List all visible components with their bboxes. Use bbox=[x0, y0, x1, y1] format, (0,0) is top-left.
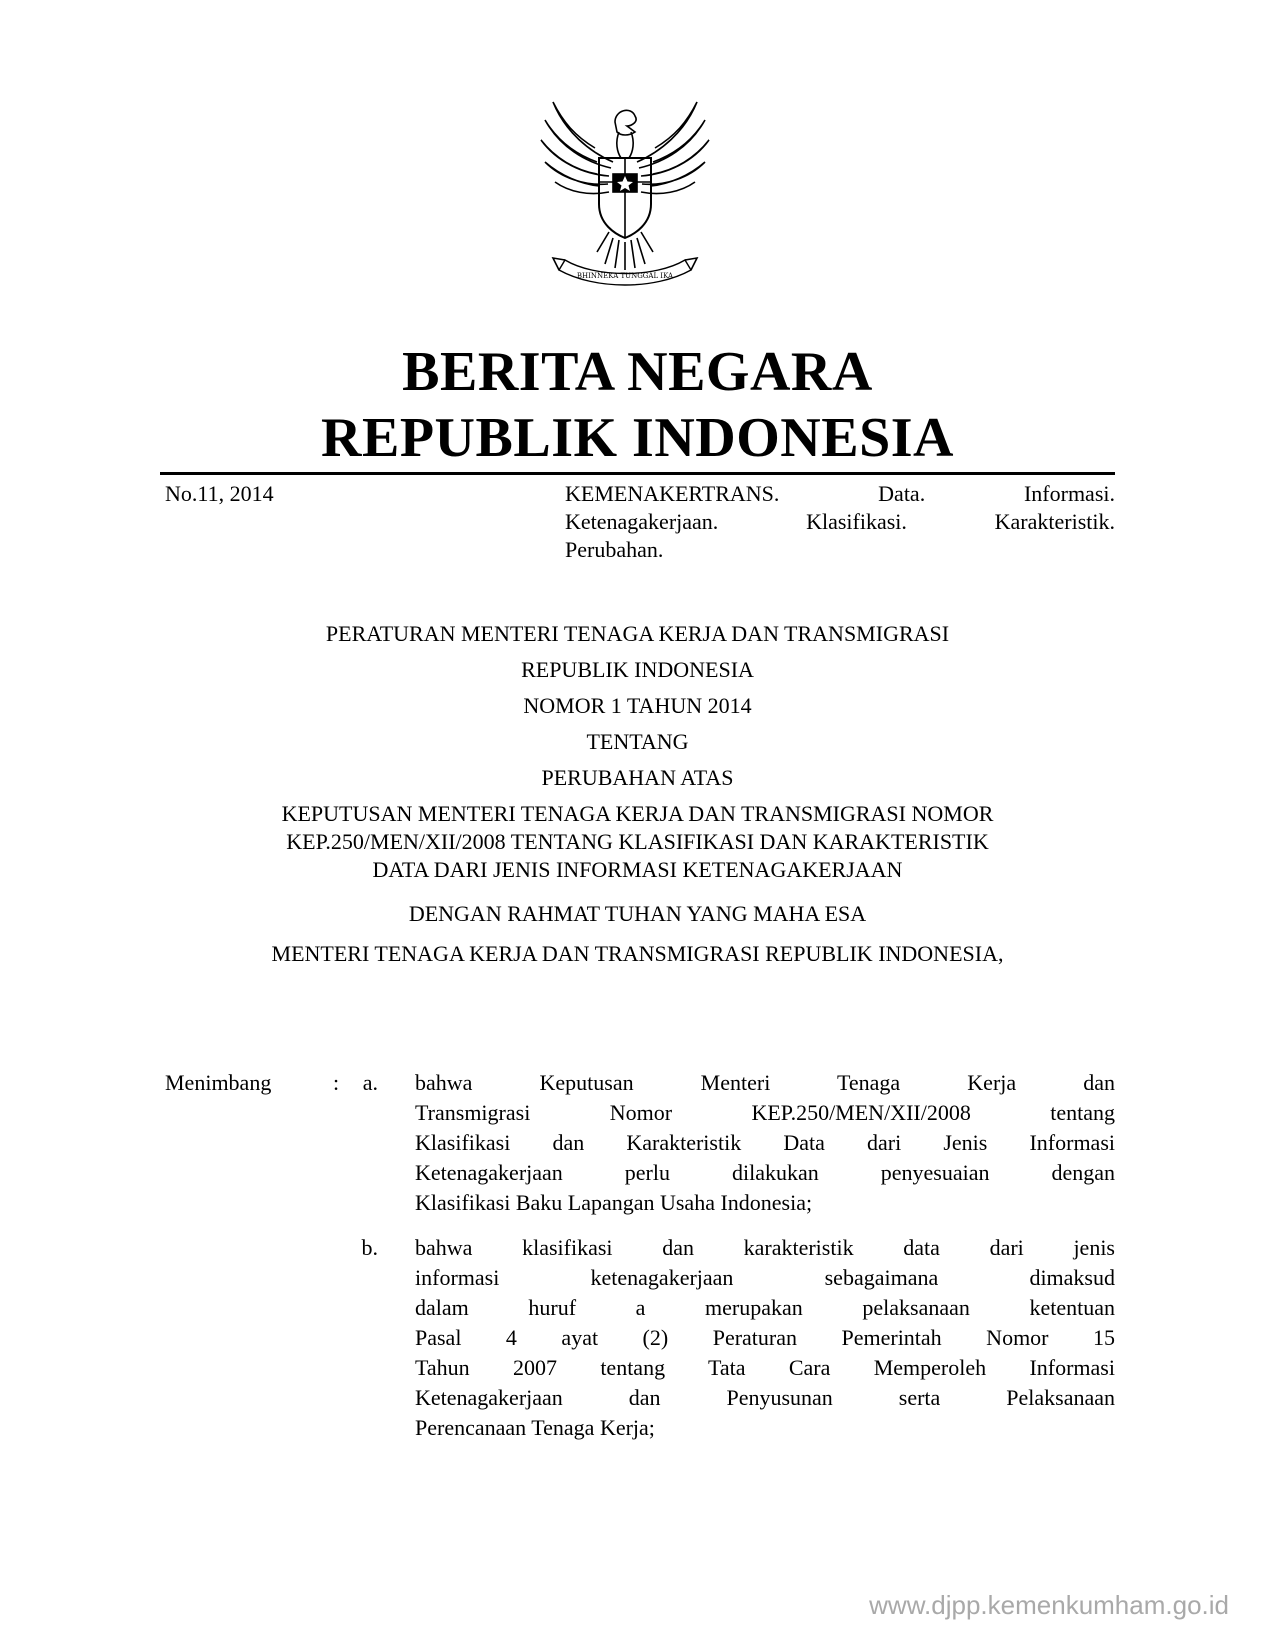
gazette-number: No.11, 2014 bbox=[165, 481, 274, 506]
gazette-subject-line: Perubahan. bbox=[565, 537, 664, 562]
consideration-line: bahwa Keputusan Menteri Tenaga Kerja dan bbox=[415, 1070, 1115, 1095]
garuda-emblem-icon bbox=[535, 92, 715, 290]
consideration-line: informasi ketenagakerjaan sebagaimana dimaksud bbox=[415, 1265, 1115, 1290]
consideration-line: bahwa klasifikasi dan karakteristik data dari jenis bbox=[415, 1235, 1115, 1260]
consideration-letter: b. bbox=[361, 1235, 378, 1260]
masthead-title-line2: REPUBLIK INDONESIA bbox=[321, 407, 954, 469]
gazette-subject bbox=[565, 480, 1115, 564]
consideration-line: Klasifikasi dan Karakteristik Data dari Jenis Informasi bbox=[415, 1130, 1115, 1155]
considerations-label: Menimbang bbox=[165, 1070, 272, 1095]
consideration-line: Tahun 2007 tentang Tata Cara Memperoleh Informasi bbox=[415, 1355, 1115, 1380]
blessing-line: DENGAN RAHMAT TUHAN YANG MAHA ESA bbox=[408, 901, 867, 926]
regulation-title-line: PERUBAHAN ATAS bbox=[541, 765, 734, 790]
consideration-line: Pasal 4 ayat (2) Peraturan Pemerintah Nomor 15 bbox=[415, 1325, 1115, 1350]
masthead-rule bbox=[160, 472, 1115, 475]
regulation-title-line: REPUBLIK INDONESIA bbox=[521, 657, 754, 682]
consideration-line: dalam huruf a merupakan pelaksanaan ketentuan bbox=[415, 1295, 1115, 1320]
consideration-line: Ketenagakerjaan perlu dilakukan penyesuaian dengan bbox=[415, 1160, 1115, 1185]
considerations-colon: : bbox=[333, 1070, 340, 1095]
regulation-subject-line: KEPUTUSAN MENTERI TENAGA KERJA DAN TRANSMIGRASI NOMOR bbox=[281, 801, 994, 826]
consideration-line: Klasifikasi Baku Lapangan Usaha Indonesia; bbox=[415, 1190, 813, 1215]
regulation-title-line: TENTANG bbox=[586, 729, 689, 754]
consideration-line: Transmigrasi Nomor KEP.250/MEN/XII/2008 tentang bbox=[415, 1100, 1115, 1125]
consideration-letter: a. bbox=[362, 1070, 378, 1095]
regulation-number: NOMOR 1 TAHUN 2014 bbox=[523, 693, 752, 718]
source-watermark: www.djpp.kemenkumham.go.id bbox=[869, 1590, 1229, 1620]
regulation-subject-line: KEP.250/MEN/XII/2008 TENTANG KLASIFIKASI DAN KARAKTERISTIK bbox=[286, 829, 989, 854]
issuer-line: MENTERI TENAGA KERJA DAN TRANSMIGRASI REPUBLIK INDONESIA, bbox=[271, 941, 1004, 966]
consideration-line: Perencanaan Tenaga Kerja; bbox=[415, 1415, 655, 1440]
consideration-item bbox=[415, 1233, 1115, 1443]
consideration-item bbox=[415, 1068, 1115, 1218]
gazette-subject-line: Ketenagakerjaan. Klasifikasi. Karakteristik. bbox=[565, 509, 1115, 534]
emblem-motto: BHINNEKA TUNGGAL IKA bbox=[576, 272, 674, 280]
gazette-subject-line: KEMENAKERTRANS. Data. Informasi. bbox=[565, 481, 1115, 506]
masthead-title-line1: BERITA NEGARA bbox=[402, 341, 873, 403]
consideration-line: Ketenagakerjaan dan Penyusunan serta Pelaksanaan bbox=[415, 1385, 1115, 1410]
regulation-subject-line: DATA DARI JENIS INFORMASI KETENAGAKERJAAN bbox=[372, 857, 903, 882]
regulation-title-line: PERATURAN MENTERI TENAGA KERJA DAN TRANSMIGRASI bbox=[325, 621, 950, 646]
